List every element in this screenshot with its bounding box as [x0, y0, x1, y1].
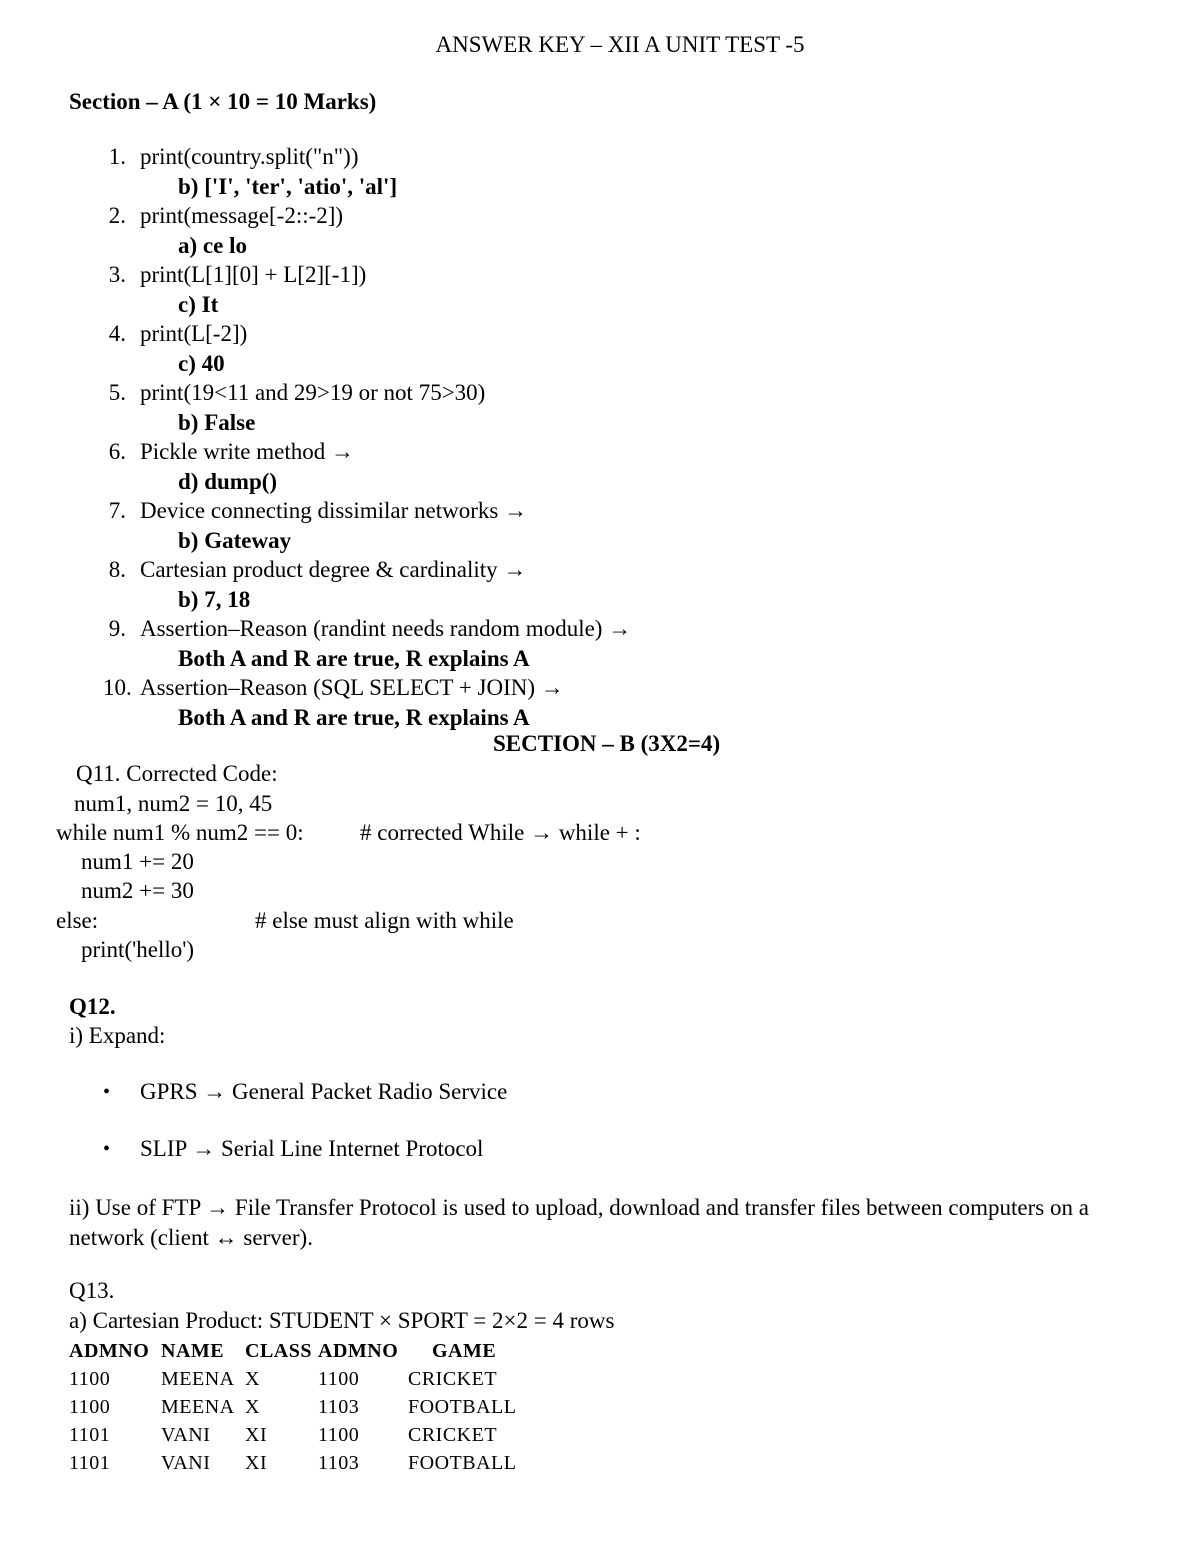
question-text: Cartesian product degree & cardinality → — [140, 557, 527, 582]
table-cell: 1100 — [69, 1396, 111, 1418]
question-number: 6. — [108, 439, 126, 464]
q13-part-a: a) Cartesian Product: STUDENT × SPORT = 2×2 = 4 rows — [69, 1308, 615, 1333]
table-row — [69, 1365, 538, 1393]
table-cell: XI — [245, 1424, 268, 1446]
table-cell: VANI — [161, 1452, 211, 1474]
question-number: 10. — [103, 675, 132, 700]
column-header: GAME — [432, 1340, 497, 1362]
question-number: 5. — [108, 380, 126, 405]
question-text: print(L[1][0] + L[2][-1]) — [140, 262, 367, 287]
q12-part1: i) Expand: — [69, 1023, 166, 1048]
table-cell: 1101 — [69, 1424, 111, 1446]
code-line: num1, num2 = 10, 45 — [74, 791, 273, 816]
cartesian-product-table — [69, 1337, 538, 1477]
table-cell: CRICKET — [408, 1368, 498, 1390]
table-cell: 1100 — [318, 1424, 360, 1446]
answer-text: Both A and R are true, R explains A — [178, 705, 530, 730]
answer-text: b) Gateway — [178, 528, 292, 553]
question-number: 3. — [108, 262, 126, 287]
page-title: ANSWER KEY – XII A UNIT TEST -5 — [435, 32, 805, 57]
question-text: print(19<11 and 29>19 or not 75>30) — [140, 380, 486, 405]
answer-text: Both A and R are true, R explains A — [178, 646, 530, 671]
table-cell: 1100 — [318, 1368, 360, 1390]
table-cell: XI — [245, 1452, 268, 1474]
question-text: Assertion–Reason (randint needs random module) → — [140, 616, 632, 641]
table-cell: FOOTBALL — [408, 1452, 517, 1474]
answer-text: c) It — [178, 292, 219, 317]
code-line: while num1 % num2 == 0: — [56, 820, 304, 845]
question-number: 1. — [108, 144, 126, 169]
table-cell: X — [245, 1396, 260, 1418]
q13-label: Q13. — [69, 1278, 115, 1303]
table-cell: FOOTBALL — [408, 1396, 517, 1418]
bullet-dot: • — [103, 1081, 111, 1103]
table-header-row — [69, 1337, 538, 1365]
q11-label: Q11. Corrected Code: — [76, 761, 278, 786]
table-cell: MEENA — [161, 1396, 235, 1418]
bullet-dot: • — [103, 1138, 111, 1160]
question-number: 2. — [108, 203, 126, 228]
question-text: print(message[-2::-2]) — [140, 203, 344, 228]
answer-text: b) 7, 18 — [178, 587, 251, 612]
table-row — [69, 1393, 538, 1421]
question-text: Pickle write method → — [140, 439, 354, 464]
code-line: print('hello') — [81, 937, 195, 962]
section-a-heading: Section – A (1 × 10 = 10 Marks) — [69, 89, 377, 114]
answer-text: c) 40 — [178, 351, 225, 376]
question-number: 7. — [108, 498, 126, 523]
question-text: print(country.split("n")) — [140, 144, 359, 169]
question-text: Device connecting dissimilar networks → — [140, 498, 528, 523]
question-number: 4. — [108, 321, 126, 346]
table-cell: VANI — [161, 1424, 211, 1446]
q12-part2: ii) Use of FTP → File Transfer Protocol is used to upload, download and transfer files between computers on a network (client ↔ server). — [69, 1195, 1089, 1250]
question-text: Assertion–Reason (SQL SELECT + JOIN) → — [140, 675, 564, 700]
question-text: print(L[-2]) — [140, 321, 248, 346]
table-cell: 1103 — [318, 1396, 360, 1418]
section-b-heading: SECTION – B (3X2=4) — [493, 731, 721, 756]
question-number: 9. — [108, 616, 126, 641]
code-line: num2 += 30 — [81, 878, 194, 903]
column-header: ADMNO — [318, 1340, 399, 1362]
table-cell: 1101 — [69, 1452, 111, 1474]
answer-text: a) ce lo — [178, 233, 247, 258]
table-cell: 1103 — [318, 1452, 360, 1474]
code-comment: # else must align with while — [255, 908, 514, 933]
code-line: else: — [56, 908, 99, 933]
code-comment: # corrected While → while + : — [360, 820, 641, 845]
table-cell: MEENA — [161, 1368, 235, 1390]
answer-text: b) ['I', 'ter', 'atio', 'al'] — [178, 174, 398, 199]
q12-label: Q12. — [69, 994, 116, 1019]
bullet-item: SLIP → Serial Line Internet Protocol — [140, 1136, 484, 1161]
table-row — [69, 1421, 538, 1449]
question-number: 8. — [108, 557, 126, 582]
table-cell: 1100 — [69, 1368, 111, 1390]
answer-text: b) False — [178, 410, 256, 435]
table-row — [69, 1449, 538, 1477]
bullet-item: GPRS → General Packet Radio Service — [140, 1079, 508, 1104]
answer-text: d) dump() — [178, 469, 278, 494]
table-cell: X — [245, 1368, 260, 1390]
code-line: num1 += 20 — [81, 849, 194, 874]
column-header: CLASS — [245, 1340, 312, 1362]
table-cell: CRICKET — [408, 1424, 498, 1446]
column-header: ADMNO — [69, 1340, 150, 1362]
column-header: NAME — [161, 1340, 225, 1362]
